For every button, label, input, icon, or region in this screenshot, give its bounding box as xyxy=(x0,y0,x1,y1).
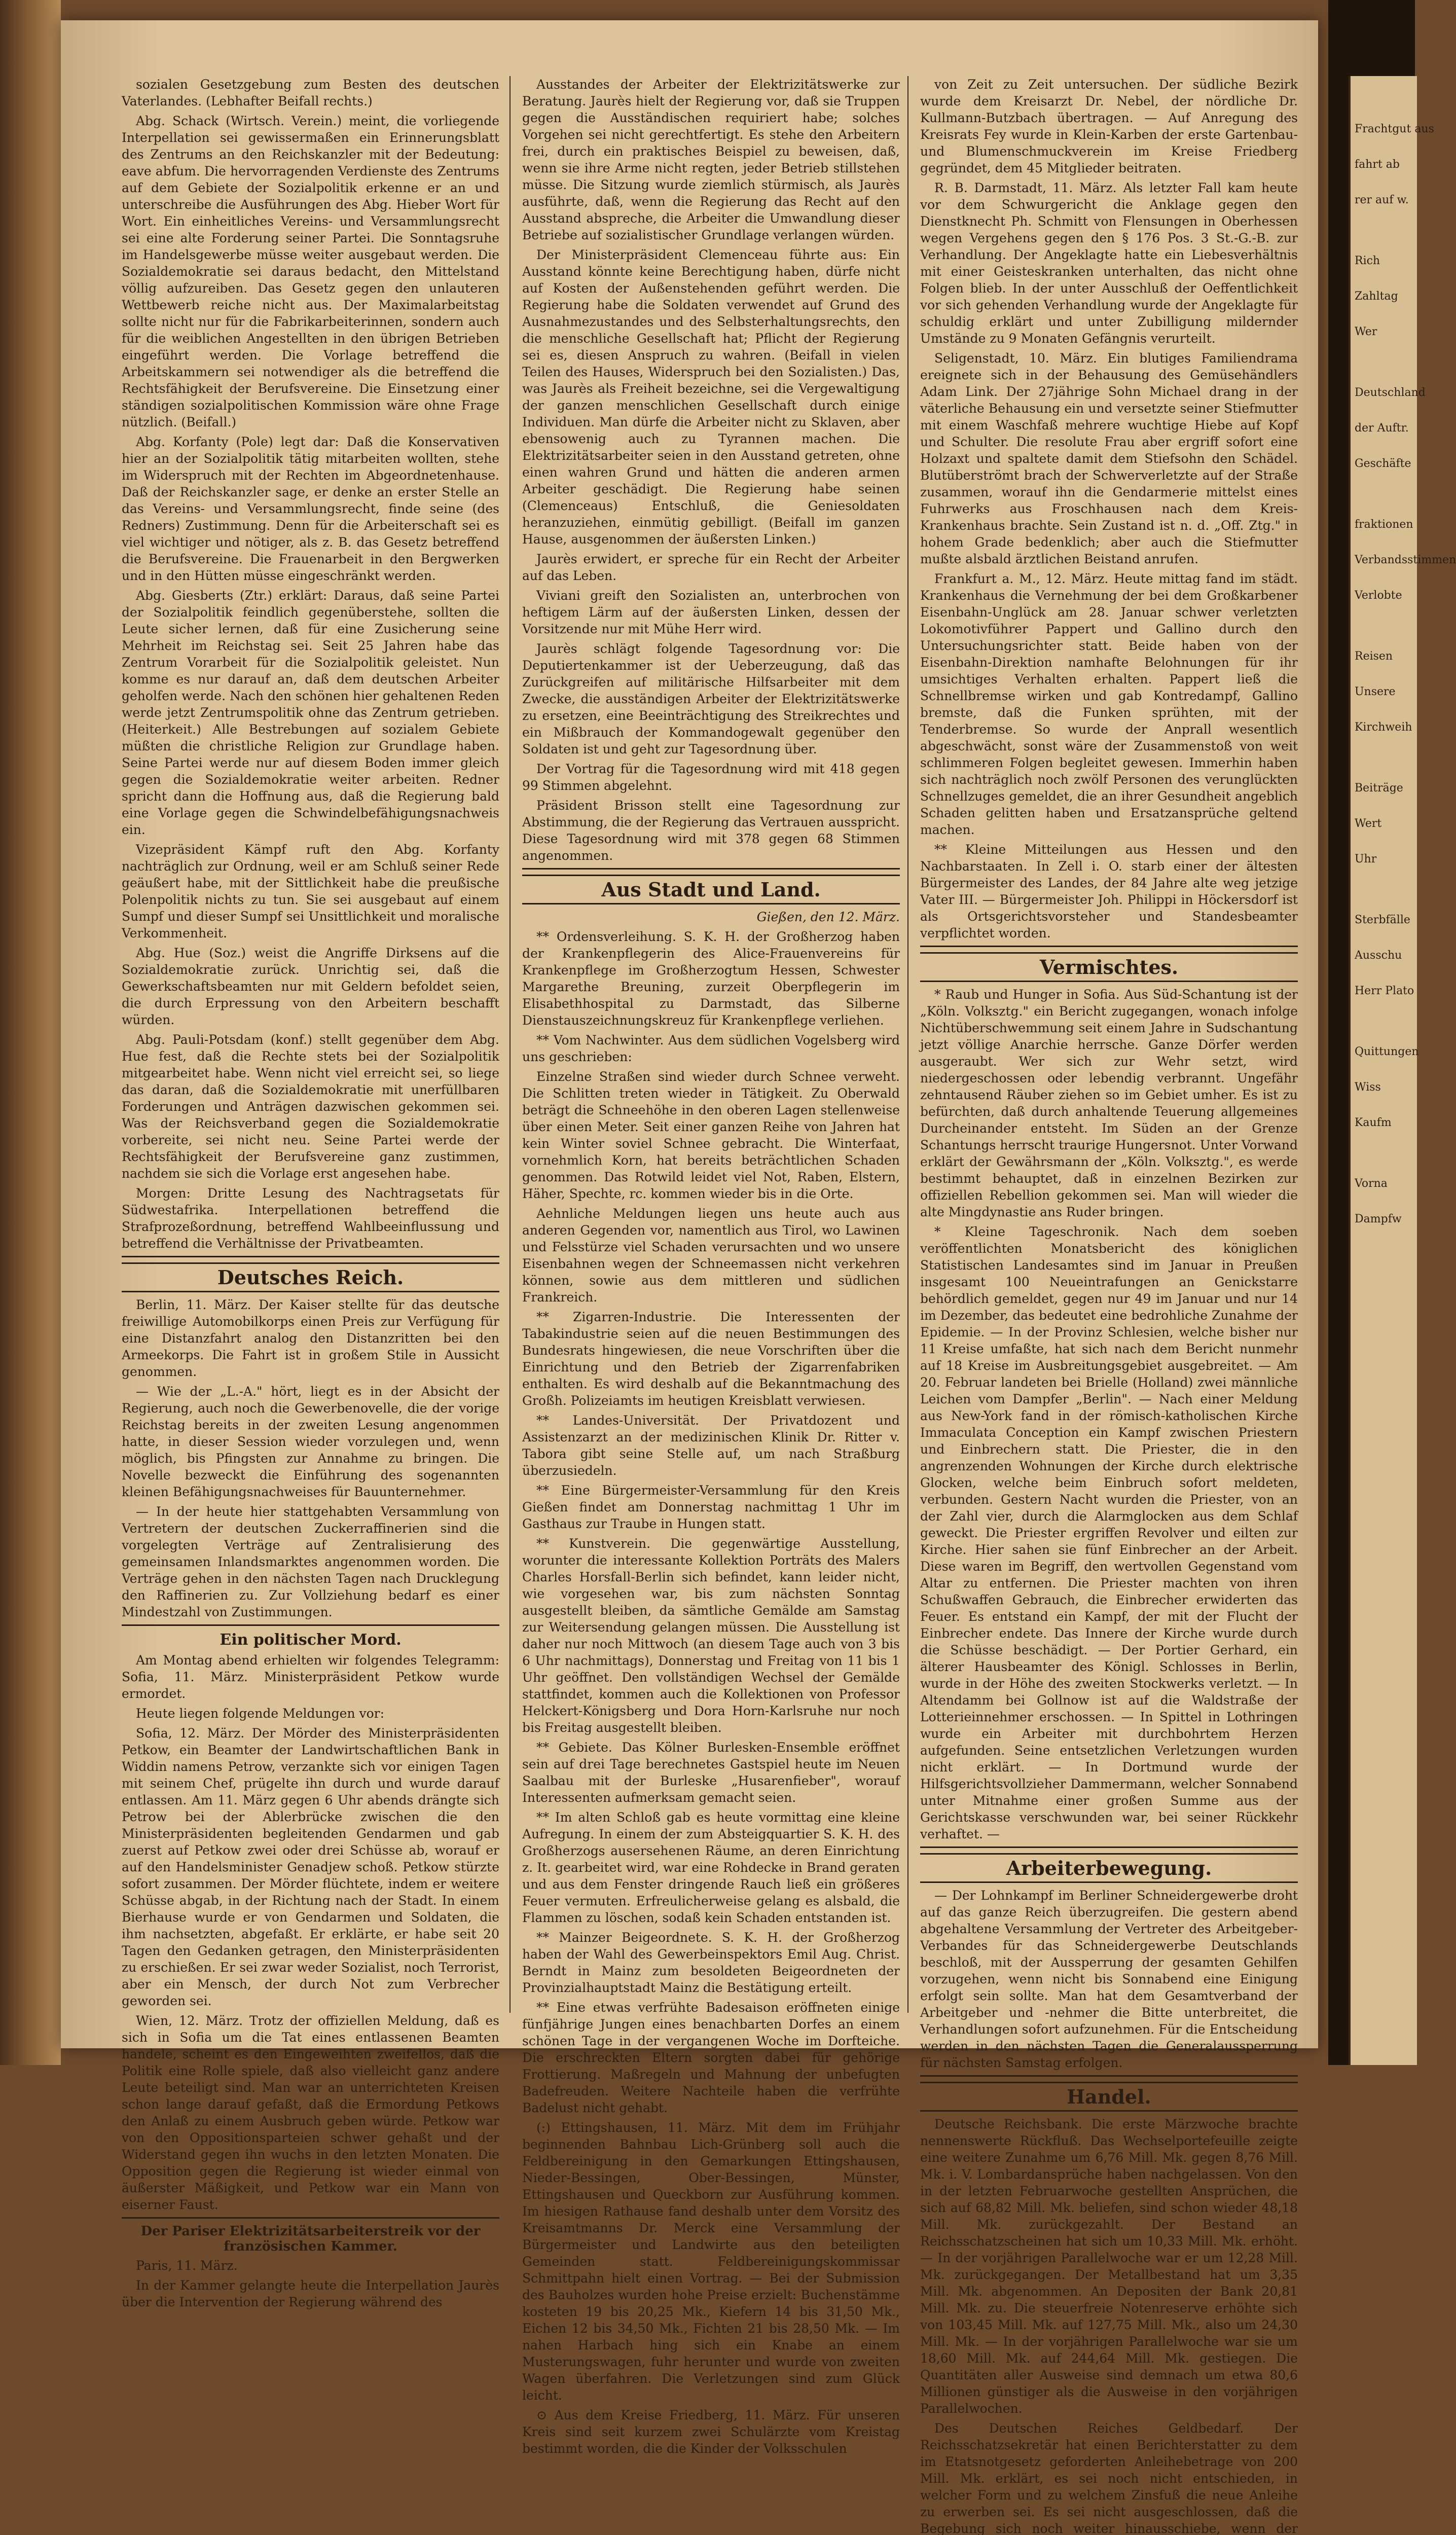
adjacent-page-fragment: Vorna xyxy=(1355,1177,1388,1190)
article-paragraph: ** Mainzer Beigeordnete. S. K. H. der Großherzog haben der Wahl des Gewerbeinspektors Emil Aug. Christ. Berndt in Mainz zum besoldeten Beigeordneten der Provinzialhauptstadt Mainz die Bestätigung erteilt. xyxy=(522,1930,900,1995)
article-heading-pariser-streik: Der Pariser Elektrizitätsarbeiterstreik vor der französischen Kammer. xyxy=(140,2224,481,2254)
adjacent-page-fragment: Quittungen xyxy=(1355,1045,1419,1058)
article-paragraph: Präsident Brisson stellt eine Tagesordnung zur Abstimmung, die der Regierung das Vertrauen ausspricht. Diese Tagesordnung wird mit 378 gegen 68 Stimmen angenommen. xyxy=(522,798,900,863)
article-paragraph: Wien, 12. März. Trotz der offiziellen Meldung, daß es sich in Sofia um die Tat eines entlassenen Beamten handele, scheint es den Eingeweihten zweifellos, daß die Politik eine Rolle spiele, daß also vielleicht ganz andere Leute beteiligt sind. Man war an unterrichteten Kreisen schon lange darauf gefaßt, daß die Ermordung Petkows den Anlaß zu einem Ausbruch geben würde. Petkow war von den Oppositionsparteien schwer gehaßt und der Widerstand gegen ihn wuchs in den letzten Monaten. Die Opposition gegen die Regierung ist wieder einmal von äußerster Mäßigkeit, und Petkow war ein Mann von eiserner Faust. xyxy=(122,2013,499,2212)
article-paragraph: Einzelne Straßen sind wieder durch Schnee verweht. Die Schlitten treten wieder in Tätigkeit. Zu Oberwald beträgt die Schneehöhe in den oberen Lagen stellenweise über einen Meter. Seit einer ganzen Reihe von Jahren hat kein Winter soviel Schnee gebracht. Die Winterfaat, vornehmlich Korn, hat bereits beträchtlichen Schaden genommen. Das Rotwild leidet viel Not, Raben, Elstern, Häher, Spechte, rc. kommen wieder bis in die Orte. xyxy=(522,1069,900,1201)
article-paragraph: Des Deutschen Reiches Geldbedarf. Der Reichsschatzsekretär hat einen Berichterstatter zu dem im Etatsnotgesetz geforderten Anleihebetrage von 200 Mill. Mk. erklärt, es sei noch nicht entschieden, in welcher Form und zu welchem Zinsfuß die neue Anleihe zu erwerben sei. Es sei nicht ausgeschlossen, daß die Begebung sich noch weiter hinausschiebe, wenn der xyxy=(920,2421,1298,2535)
article-paragraph: In der Kammer gelangte heute die Interpellation Jaurès über die Intervention der Regierung während des xyxy=(122,2278,499,2309)
article-paragraph: Am Montag abend erhielten wir folgendes Telegramm: Sofia, 11. März. Ministerpräsident Petkow wurde ermordet. xyxy=(122,1653,499,1701)
section-rule xyxy=(522,868,900,870)
article-paragraph: von Zeit zu Zeit untersuchen. Der südliche Bezirk wurde dem Kreisarzt Dr. Nebel, der nördliche Dr. Kullmann-Butzbach übertragen. — Auf Anregung des Kreisrats Fey wurde in Klein-Karben der erste Gartenbau- und Blumenschmuckverein im Kreise Friedberg gegründet, dem 45 Mitglieder beitraten. xyxy=(920,77,1298,175)
article-paragraph: ** Eine Bürgermeister-Versammlung für den Kreis Gießen findet am Donnerstag nachmittag 1 Uhr im Gasthaus zur Traube in Hungen statt. xyxy=(522,1483,900,1531)
section-heading-vermischtes: Vermischtes. xyxy=(920,952,1298,982)
article-paragraph: Jaurès schlägt folgende Tagesordnung vor: Die Deputiertenkammer ist der Ueberzeugung, daß das Zurückgreifen auf militärische Hilfsarbeiter mit dem Zwecke, die ausständigen Arbeiter der Elektrizitätswerke zu ersetzen, eine Beeinträchtigung des Streikrechtes und ein Mißbrauch der Kommandogewalt gegenüber den Soldaten ist und geht zur Tagesordnung über. xyxy=(522,641,900,756)
adjacent-page-fragment: Kirchweih xyxy=(1355,721,1412,734)
adjacent-page-edge xyxy=(1349,76,1456,2065)
adjacent-page-fragment: Wert xyxy=(1355,817,1382,830)
article-paragraph: Paris, 11. März. xyxy=(136,2258,238,2273)
column-rule xyxy=(907,76,908,2013)
article-paragraph: Der Ministerpräsident Clemenceau führte aus: Ein Ausstand könnte keine Berechtigung haben, dürfe nicht auf Kosten der Außenstehenden geführt werden. Die Regierung habe die Soldaten verwendet auf Grund des Ausnahmezustandes und des Selbsterhaltungsrechts, den die menschliche Gesellschaft hat; Pflicht der Regierung sei es, diesen Anspruch zu wahren. (Beifall in vielen Teilen des Hauses, Widerspruch bei den Sozialisten.) Das, was Jaurès als Freiheit bezeichne, sei die Vergewaltigung der ganzen menschlichen Gesellschaft durch einige Individuen. Man dürfe die Arbeiter nicht zu Sklaven, aber ebensowenig auch zu Tyrannen machen. Die Elektrizitätsarbeiter seien in den Ausstand getreten, ohne einen wahren Grund und hätten die anderen armen Arbeiter geschädigt. Die Regierung habe seinen (Clemenceaus) Entschluß, die Geniesoldaten heranzuziehen, einmütig gebilligt. (Beifall im ganzen Hause, ausgenommen der äußersten Linken.) xyxy=(522,247,900,547)
section-rule xyxy=(920,1846,1298,1848)
article-paragraph: Abg. Giesberts (Ztr.) erklärt: Daraus, daß seine Partei der Sozialpolitik feindlich gegenüberstehe, sollten die Leute sicher lernen, daß für eine Zusicherung seine Mehrheit im Reichstag sei. Seit 25 Jahren habe das Zentrum Vorarbeit für die Sozialpolitik geleistet. Nun komme es nur darauf an, daß dem deutschen Arbeiter geholfen werde. Nach den schönen hier gehaltenen Reden werde jetzt Zentrumspolitik ohne das Zentrum getrieben. (Heiterkeit.) Alle Bestrebungen auf sozialem Gebiete müßten die christliche Religion zur Grundlage haben. Seine Partei werde nur auf diesem Boden immer gleich gegen die Sozialdemokratie weiter arbeiten. Redner spricht dann die Hoffnung aus, daß die Regierung bald eine Vorlage gegen die Schwindelbefähigungsnachweis ein. xyxy=(122,588,499,837)
column-rule xyxy=(509,76,511,2013)
article-paragraph: Frankfurt a. M., 12. März. Heute mittag fand im städt. Krankenhaus die Vernehmung der bei dem Großkarbener Eisenbahn-Unglück am 28. Januar schwer verletzten Lokomotivführer Pappert und Gallino durch den Untersuchungsrichter statt. Beide haben von der Eisenbahn-Direktion namhafte Belohnungen für ihr umsichtiges Verhalten erhalten. Pappert ließ die Schnellbremse wirken und gab Kontredampf, Gallino bremste, daß die Funken sprühten, mit der Tenderbremse. So wurde der Anprall wesentlich abgeschwächt, sonst wäre der Zusammenstoß von weit schlimmeren Folgen begleitet gewesen. Immerhin haben sich nachträglich noch zwölf Personen des verunglückten Schnellzuges gemeldet, die an ihrer Gesundheit angeblich Schaden gelitten haben und Ersatzansprüche geltend machen. xyxy=(920,571,1298,837)
section-rule xyxy=(122,2217,499,2219)
adjacent-page-fragment: Uhr xyxy=(1355,853,1377,865)
article-paragraph: ** Kunstverein. Die gegenwärtige Ausstellung, worunter die interessante Kollektion Porträts des Malers Charles Horsfall-Berlin sich befindet, kann leider nicht, wie vorgesehen war, bis zum nächsten Sonntag ausgestellt bleiben, da sämtliche Gemälde am Samstag zur Weitersendung gelangen müssen. Die Ausstellung ist daher nur noch Mittwoch (an diesem Tage auch von 3 bis 6 Uhr nachmittags), Donnerstag und Freitag von 11 bis 1 Uhr geöffnet. Den vollständigen Wechsel der Gemälde stattfindet, kommen auch die Kollektionen von Professor Helckert-Königsberg und Dora Horn-Karlsruhe nur noch bis Freitag ausgestellt bleiben. xyxy=(522,1536,900,1735)
article-paragraph: Abg. Korfanty (Pole) legt dar: Daß die Konservativen hier an der Sozialpolitik tätig mitarbeiten wollten, stehe im Widerspruch mit der Rechten im Abgeordnetenhause. Daß der Reichskanzler sage, er denke an erster Stelle an das Vereins- und Versammlungsrecht, finde seine (des Redners) Zustimmung. Denn für die Arbeiterschaft sei es viel wichtiger und nötiger, als z. B. das Gesetz betreffend die Berufsvereine. Die Frauenarbeit in den Bergwerken und in den Hütten müsse eingeschränkt werden. xyxy=(122,434,499,583)
article-paragraph: Seligenstadt, 10. März. Ein blutiges Familiendrama ereignete sich in der Behausung des Gemüsehändlers Adam Link. Der 27jährige Sohn Michael drang in der väterliche Behausung ein und versetzte seiner Stiefmutter mit einem Waschfaß mehrere wuchtige Hiebe auf Kopf und Schulter. Die resolute Frau aber ergriff sofort eine Holzaxt und spaltete damit dem Stiefsohn den Schädel. Blutüberströmt brach der Schwerverletzte auf der Straße zusammen, worauf ihn die Gendarmerie mittelst eines Fuhrwerks aus Froschhausen nach dem Kreis-Krankenhaus brachte. Sein Zustand ist n. d. „Off. Ztg." in hohem Grade bedenklich; aber auch die Stiefmutter mußte alsbald ärztlichen Beistand anrufen. xyxy=(920,351,1298,566)
article-paragraph: Der Vortrag für die Tagesordnung wird mit 418 gegen 99 Stimmen abgelehnt. xyxy=(522,762,900,793)
book-spine xyxy=(0,0,61,2065)
article-paragraph: ** Eine etwas verfrühte Badesaison eröffneten einige fünfjährige Jungen eines benachbarten Dorfes an einem schönen Tage in der vergangenen Woche im Dorfteiche. Die erschreckten Eltern sorgten dabei für gehörige Frottierung. Maßregeln und Mahnung der unbefugten Badefreuden. Weitere Nachteile haben die verfrühte Badelust nicht gehabt. xyxy=(522,2000,900,2115)
article-paragraph: ** Zigarren-Industrie. Die Interessenten der Tabakindustrie seien auf die neuen Bestimmungen des Bundesrats hingewiesen, die neue Vorschriften über die Einrichtung und den Betrieb der Zigarrenfabriken enthalten. Es wird deshalb auf die Bekanntmachung des Großh. Polizeiamts im heutigen Kreisblatt verwiesen. xyxy=(522,1310,900,1408)
article-paragraph: ⊙ Aus dem Kreise Friedberg, 11. März. Für unseren Kreis sind seit kurzem zwei Schulärzte vom Kreistag bestimmt worden, die die Kinder der Volksschulen xyxy=(522,2408,900,2456)
article-paragraph: Jaurès erwidert, er spreche für ein Recht der Arbeiter auf das Leben. xyxy=(522,552,900,583)
adjacent-page-fragment: rer auf w. xyxy=(1355,194,1409,206)
column-3 xyxy=(920,76,1298,2535)
adjacent-page-fragment: Verlobte xyxy=(1355,589,1402,602)
article-paragraph: Abg. Schack (Wirtsch. Verein.) meint, die vorliegende Interpellation sei gewissermaßen ein Erinnerungsblatt des Zentrums an den Reichskanzler mit der Bedeutung: eave abfum. Die hervorragenden Verdienste des Zentrums auf dem Gebiete der Sozialpolitik erkenne er an und unterschreibe die Ausführungen des Abg. Hieber Wort für Wort. Ein einheitliches Vereins- und Versammlungsrecht sei eine alte Forderung seiner Partei. Die Sonntagsruhe im Handelsgewerbe müsse weiter ausgebaut werden. Die Sozialdemokratie sei daraus bedacht, den Mittelstand völlig aufzureiben. Das Gesetz gegen den unlauteren Wettbewerb reiche nicht aus. Der Maximalarbeitstag sollte nicht nur für die Fabrikarbeiterinnen, sondern auch für die weiblichen Angestellten in den übrigen Betrieben eingeführt werden. Die Vorlage betreffend die Arbeitskammern sei notwendiger als die betreffend die Rechtsfähigkeit der Berufsvereine. Die Einsetzung einer ständigen sozialpolitischen Kommission wäre ohne Frage nützlich. (Beifall.) xyxy=(122,114,499,429)
adjacent-page-fragment: Dampfw xyxy=(1355,1213,1402,1225)
column-2 xyxy=(522,76,900,2456)
adjacent-page-fragment: Ausschu xyxy=(1355,949,1402,962)
article-paragraph: ** Ordensverleihung. S. K. H. der Großherzog haben der Krankenpflegerin des Alice-Frauenvereins für Krankenpflege im Großherzogtum Hessen, Schwester Margarethe Breuning, zurzeit Oberpflegerin im Elisabethhospital zu Darmstadt, das Silberne Dienstauszeichnungskreuz für Krankenpflege verliehen. xyxy=(522,929,900,1028)
article-paragraph: ** Gebiete. Das Kölner Burlesken-Ensemble eröffnet sein auf drei Tage berechnetes Gastspiel heute im Neuen Saalbau mit der Burleske „Husarenfieber", worauf Interessenten aufmerksam gemacht seien. xyxy=(522,1740,900,1805)
article-paragraph: ** Vom Nachwinter. Aus dem südlichen Vogelsberg wird uns geschrieben: xyxy=(522,1033,900,1064)
section-heading-deutsches-reich: Deutsches Reich. xyxy=(122,1262,499,1292)
adjacent-page-fragment: Verbandsstimmen xyxy=(1355,554,1456,566)
article-paragraph: Abg. Pauli-Potsdam (konf.) stellt gegenüber dem Abg. Hue fest, daß die Rechte stets bei der Sozialpolitik mitgearbeitet habe. Wenn nicht viel erreicht sei, so liege das daran, daß die Sozialdemokratie mit unerfüllbaren Forderungen und Anträgen dazwischen gekommen sei. Was der Reichsverband gegen die Sozialdemokratie vorbereite, sei nicht neu. Seine Partei werde der Rechtsfähigkeit der Berufsvereine ganz zustimmen, nachdem sie sich die Vorlage erst angesehen habe. xyxy=(122,1032,499,1181)
article-paragraph: — Wie der „L.-A." hört, liegt es in der Absicht der Regierung, auch noch die Gewerbenovelle, die der vorige Reichstag bereits in der zweiten Lesung angenommen hatte, in dieser Session wieder vorzulegen und, wenn möglich, bis Pfingsten zur Annahme zu bringen. Die Novelle bezweckt die Einführung des sogenannten kleinen Befähigungsnachweises für Bauunternehmer. xyxy=(122,1384,499,1499)
article-paragraph: sozialen Gesetzgebung zum Besten des deutschen Vaterlandes. (Lebhafter Beifall rechts.) xyxy=(122,77,499,108)
article-paragraph: Heute liegen folgende Meldungen vor: xyxy=(136,1706,385,1721)
article-paragraph: — Der Lohnkampf im Berliner Schneidergewerbe droht auf das ganze Reich überzugreifen. Die gestern abend abgehaltene Versammlung der Vertreter des Arbeitgeber-Verbandes für das Schneidergewerbe Deutschlands beschloß, mit der Aussperrung der gesamten Gehilfen vorzugehen, wenn nicht bis Sonnabend eine Einigung erfolgt sein sollte. Man hat dem Gesamtverband der Arbeitgeber und -nehmer die Bitte unterbreitet, die Verhandlungen sofort aufzunehmen. Für die Entscheidung werden in den nächsten Tagen die Generalaussperrung für nächsten Samstag erfolgen. xyxy=(920,1888,1298,2070)
article-paragraph: ** Landes-Universität. Der Privatdozent und Assistenzarzt an der medizinischen Klinik Dr. Ritter v. Tabora gibt seine Stelle auf, um nach Straßburg überzusiedeln. xyxy=(522,1413,900,1478)
adjacent-page-fragment: Wiss xyxy=(1355,1081,1381,1094)
adjacent-page-fragment: Deutschland xyxy=(1355,386,1426,399)
section-rule xyxy=(122,1256,499,1257)
section-rule xyxy=(920,2075,1298,2077)
article-paragraph: Abg. Hue (Soz.) weist die Angriffe Dirksens auf die Sozialdemokratie zurück. Unrichtig sei, daß die Gewerkschaftsbeamten nur mit Geldern befoldet seien, die durch Erpressung von den Arbeitern beschafft würden. xyxy=(122,946,499,1027)
adjacent-page-fragment: Beiträge xyxy=(1355,782,1403,794)
adjacent-page-fragment: Unsere xyxy=(1355,685,1396,698)
article-paragraph: Morgen: Dritte Lesung des Nachtragsetats für Südwestafrika. Interpellationen betreffend die Strafprozeßordnung, betreffend Wahlbeeinflussung und betreffend die Verhältnisse der Privatbeamten. xyxy=(122,1186,499,1251)
column-1 xyxy=(122,76,499,2309)
adjacent-page-fragment: Geschäfte xyxy=(1355,457,1411,470)
article-paragraph: ** Im alten Schloß gab es heute vormittag eine kleine Aufregung. In einem der zum Absteigquartier S. K. H. des Großherzogs ausersehenen Räume, an deren Einrichtung z. It. gearbeitet wird, war eine Rohdecke in Brand geraten und aus dem Fenster dringende Rauch ließ ein größeres Feuer vermuten. Erfreulicherweise gelang es alsbald, die Flammen zu löschen, sodaß kein Schaden entstanden ist. xyxy=(522,1810,900,1925)
article-paragraph: Viviani greift den Sozialisten an, unterbrochen von heftigem Lärm auf der äußersten Linken, dessen der Vorsitzende nur mit Mühe Herr wird. xyxy=(522,588,900,636)
article-paragraph: R. B. Darmstadt, 11. März. Als letzter Fall kam heute vor dem Schwurgericht die Anklage gegen den Dienstknecht Ph. Schmitt von Flensungen in Oberhessen wegen Vergehens gegen den § 176 Pos. 3 St.-G.-B. zur Verhandlung. Der Angeklagte hatte ein Liebesverhältnis mit einer Geisteskranken unterhalten, das nicht ohne Folgen blieb. In der unter Ausschluß der Oeffentlichkeit vor sich gehenden Verhandlung wurde der Angeklagte für schuldig erklärt und unter Zubilligung mildernder Umstände zu 9 Monaten Gefängnis verurteilt. xyxy=(920,180,1298,346)
article-paragraph: (:) Ettingshausen, 11. März. Mit dem im Frühjahr beginnenden Bahnbau Lich-Grünberg soll auch die Feldbereinigung in den Gemarkungen Ettingshausen, Nieder-Bessingen, Ober-Bessingen, Münster, Ettingshausen und Queckborn zur Ausführung kommen. Im hiesigen Rathause fand deshalb unter dem Vorsitz des Kreisamtmanns Dr. Merck eine Versammlung der Bürgermeister und Landwirte aus den beteiligten Gemeinden statt. Feldbereinigungskommissar Schmittpahn hielt einen Vortrag. — Bei der Submission des Bauholzes wurden hohe Preise erzielt: Buchenstämme kosteten 19 bis 20,25 Mk., Kiefern 14 bis 31,50 Mk., Eichen 12 bis 34,50 Mk., Fichten 21 bis 28,50 Mk. — Im nahen Harbach hing sich ein Knabe an einem Musterungswagen, fuhr herunter und wurde von zweiten Wagen überfahren. Die Verletzungen sind zum Glück leicht. xyxy=(522,2120,900,2403)
section-heading-arbeiterbewegung: Arbeiterbewegung. xyxy=(920,1853,1298,1883)
article-paragraph: * Raub und Hunger in Sofia. Aus Süd-Schantung ist der „Köln. Volksztg." ein Bericht zugegangen, wonach infolge Nichtüberschwemmung seit einem Jahre in Sudschantung jetzt völlige Anarchie herrsche. Ganze Dörfer werden ausgeraubt. Wer sich zur Wehr setzt, wird niedergeschossen oder lebendig verbrannt. Ungefähr zehntausend Räuber ziehen so im Gebiet umher. Es ist zu befürchten, daß durch anhaltende Teuerung allgemeines Durcheinander entsteht. Im Süden an der Grenze Schantungs herrscht traurige Hungersnot. Unter Vorwand erklärt der Gewährsmann der „Köln. Volksztg.", es werde bestimmt behauptet, daß in einzelnen Bezirken zur offiziellen Rebellion gekommen sei. Man will wieder die alte Mingdynastie ans Ruder bringen. xyxy=(920,987,1298,1219)
dateline: Gießen, den 12. März. xyxy=(756,910,900,924)
section-rule xyxy=(122,1624,499,1626)
adjacent-page-fragment: Rich xyxy=(1355,255,1380,267)
adjacent-page-fragment: Kaufm xyxy=(1355,1116,1392,1129)
adjacent-page-fragment: der Auftr. xyxy=(1355,422,1409,434)
article-paragraph: Deutsche Reichsbank. Die erste Märzwoche brachte nennenswerte Rückfluß. Das Wechselportefeuille zeigte eine weitere Zunahme um 6,76 Mill. Mk. gegen 8,76 Mill. Mk. i. V. Lombardansprüche haben nachgelassen. Von den in der letzten Februarwoche gestellten Ansprüchen, die sich auf 68,82 Mill. Mk. beliefen, sind schon wieder 48,18 Mill. Mk. zurückgezahlt. Der Bestand an Reichsschatzscheinen hat sich um 10,33 Mill. Mk. erhöht. — In der vorjährigen Parallelwoche war er um 12,28 Mill. Mk. zurückgegangen. Der Metallbestand hat um 3,35 Mill. Mk. abgenommen. An Depositen der Bank 20,81 Mill. Mk. zu. Die steuerfreie Notenreserve erhöhte sich von 103,45 Mill. Mk. auf 127,75 Mill. Mk., also um 24,30 Mill. Mk. — In der vorjährigen Parallelwoche war sie um 18,60 Mill. Mk. auf 244,64 Mill. Mk. gestiegen. Die Quantitäten aller Ausweise sind demnach um etwa 80,6 Millionen günstiger als die Ausweise in den vorjährigen Parallelwochen. xyxy=(920,2117,1298,2416)
adjacent-page-fragment: Sterbfälle xyxy=(1355,914,1410,926)
adjacent-page-fragment: fraktionen xyxy=(1355,518,1413,531)
adjacent-page-fragment: Frachtgut aus xyxy=(1355,123,1434,135)
adjacent-page-fragment: Zahltag xyxy=(1355,290,1398,303)
article-paragraph: * Kleine Tageschronik. Nach dem soeben veröffentlichten Monatsbericht des königlichen Statistischen Landesamtes sind im Januar in Preußen insgesamt 100 Neueintrafungen an Genickstarre behördlich gemeldet, gegen nur 49 im Januar und nur 14 im Dezember, das bedeutet eine bedrohliche Zunahme der Epidemie. — In der Provinz Schlesien, welche bisher nur 11 Kreise umfaßte, hat sich nach dem Bericht nunmehr auf 18 Kreise im Ausbreitungsgebiet ausgebreitet. — Am 20. Februar landeten bei Brielle (Holland) zwei männliche Leichen vom Dampfer „Berlin". — Nach einer Meldung aus New-York fand in der römisch-katholischen Kirche Immaculata Conception ein Kampf zwischen Priestern und Einbrechern statt. Die Priester, die in den angrenzenden Wohnungen der Kirche durch elektrische Glocken, welche beim Einbruch sofort meldeten, verbunden. Gestern Nacht wurden die Priester, von an der Zahl vier, durch die Alarmglocken aus dem Schlaf geweckt. Die Priester ergriffen Revolver und eilten zur Kirche. Hier sahen sie fünf Einbrecher an der Arbeit. Diese waren im Begriff, den wertvollen Gegenstand vom Altar zu entfernen. Die Priester machten von ihren Schußwaffen Gebrauch, die Einbrecher erwiderten das Feuer. Es entstand ein Kampf, der mit der Flucht der Einbrecher endete. Das Innere der Kirche wurde durch die Schüsse beschädigt. — Der Portier Gerhard, ein älterer Hausbeamter des Königl. Schlosses in Berlin, wurde in der Höhe des zweiten Stockwerks verletzt. — In Altendamm bei Gollnow ist auf die Waldstraße der Lotterieinnehmer erschossen. — In Spittel in Lothringen wurde ein Arbeiter mit durchbohrtem Herzen aufgefunden. Seine entsetzlichen Verletzungen wurden nicht erklärt. — In Dortmund wurde der Hilfsgerichtsvollzieher Dammermann, welcher Sonnabend unter Mitnahme einer großen Summe aus der Gerichtskasse verschwunden war, bei seiner Rückkehr verhaftet. — xyxy=(920,1224,1298,1841)
article-paragraph: Aehnliche Meldungen liegen uns heute auch aus anderen Gegenden vor, namentlich aus Tirol, wo Lawinen und Felsstürze viel Schaden verursachten und wo unsere Eisenbahnen wegen der Schneemassen nicht verkehren können, sowie aus dem mittleren und südlichen Frankreich. xyxy=(522,1206,900,1305)
article-paragraph: Ausstandes der Arbeiter der Elektrizitätswerke zur Beratung. Jaurès hielt der Regierung vor, daß sie Truppen gegen die Ausständischen requiriert habe; solches Vorgehen sei nicht gerechtfertigt. Es stehe den Arbeitern frei, durch ein praktisches Beispiel zu beweisen, daß, wenn sie ihre Arme nicht regten, jeder Betrieb stillstehen müsse. Die Sitzung wurde ziemlich stürmisch, als Jaurès ausführte, daß, wenn die Regierung das Recht auf den Ausstand abspreche, die Arbeiter die Umwandlung dieser Betriebe auf sozialistischer Grundlage verlangen würden. xyxy=(522,77,900,242)
adjacent-page-fragment: Wer xyxy=(1355,325,1377,338)
adjacent-page-fragment: fahrt ab xyxy=(1355,158,1400,171)
section-rule xyxy=(920,946,1298,947)
adjacent-page-fragment: Reisen xyxy=(1355,650,1393,663)
article-heading-politischer-mord: Ein politischer Mord. xyxy=(220,1631,402,1649)
article-paragraph: Vizepräsident Kämpf ruft den Abg. Korfanty nachträglich zur Ordnung, weil er am Schluß seiner Rede geäußert habe, mit der Sittlichkeit habe die preußische Polenpolitik nichts zu tun. Sie sei ausgebaut auf einem Sumpf und dieser Sumpf sei Unsittlichkeit und moralische Verkommenheit. xyxy=(122,842,499,940)
article-paragraph: Sofia, 12. März. Der Mörder des Ministerpräsidenten Petkow, ein Beamter der Landwirtschaftlichen Bank in Widdin namens Petrow, verzankte sich vor einigen Tagen mit seinem Chef, prügelte ihn durch und wurde darauf entlassen. Am 11. März gegen 6 Uhr abends drängte sich Petrow bei der Ablerbrücke zwischen die den Ministerpräsidenten begleitenden Gendarmen und gab zuerst auf Petkow zwei oder drei Schüsse ab, worauf er auf den Handelsminister Genadjew schoß. Petkow stürzte sofort zusammen. Der Mörder flüchtete, indem er weitere Schüsse abgab, in der Richtung nach der Stadt. In einem Bierhause wurde er von Gendarmen und Soldaten, die ihm nachsetzten, abgefaßt. Er erklärte, er habe seit 20 Tagen den Gedanken getragen, den Ministerpräsidenten zu erschießen. Er sei zwar weder Sozialist, noch Terrorist, aber ein Mensch, der durch Not zum Verbrecher geworden sei. xyxy=(122,1726,499,2008)
section-heading-handel: Handel. xyxy=(920,2082,1298,2112)
article-paragraph: ** Kleine Mitteilungen aus Hessen und den Nachbarstaaten. In Zell i. O. starb einer der ältesten Bürgermeister des Landes, der 84 Jahre alte weg jetzige Vater III. — Bürgermeister Joh. Philippi in Höckersdorf ist als Ortsgerichtsvorsteher und Standesbeamter verpflichtet worden. xyxy=(920,842,1298,940)
adjacent-page-fragment: Herr Plato xyxy=(1355,985,1414,997)
section-heading-stadt-und-land: Aus Stadt und Land. xyxy=(522,875,900,904)
article-paragraph: — In der heute hier stattgehabten Versammlung von Vertretern der deutschen Zuckerraffinerien sind die vorgelegten Verträge auf Zentralisierung des gemeinsamen Inlandsmarktes angenommen worden. Die Verträge gehen in den nächsten Tagen nach Drucklegung den Raffinerien zu. Zur Vollziehung bedarf es einer Mindestzahl von Zustimmungen. xyxy=(122,1504,499,1619)
article-paragraph: Berlin, 11. März. Der Kaiser stellte für das deutsche freiwillige Automobilkorps einen Preis zur Verfügung für eine Distanzfahrt analog den Distanzritten bei den Armeekorps. Die Fahrt ist in großem Stile in Aussicht genommen. xyxy=(122,1297,499,1379)
